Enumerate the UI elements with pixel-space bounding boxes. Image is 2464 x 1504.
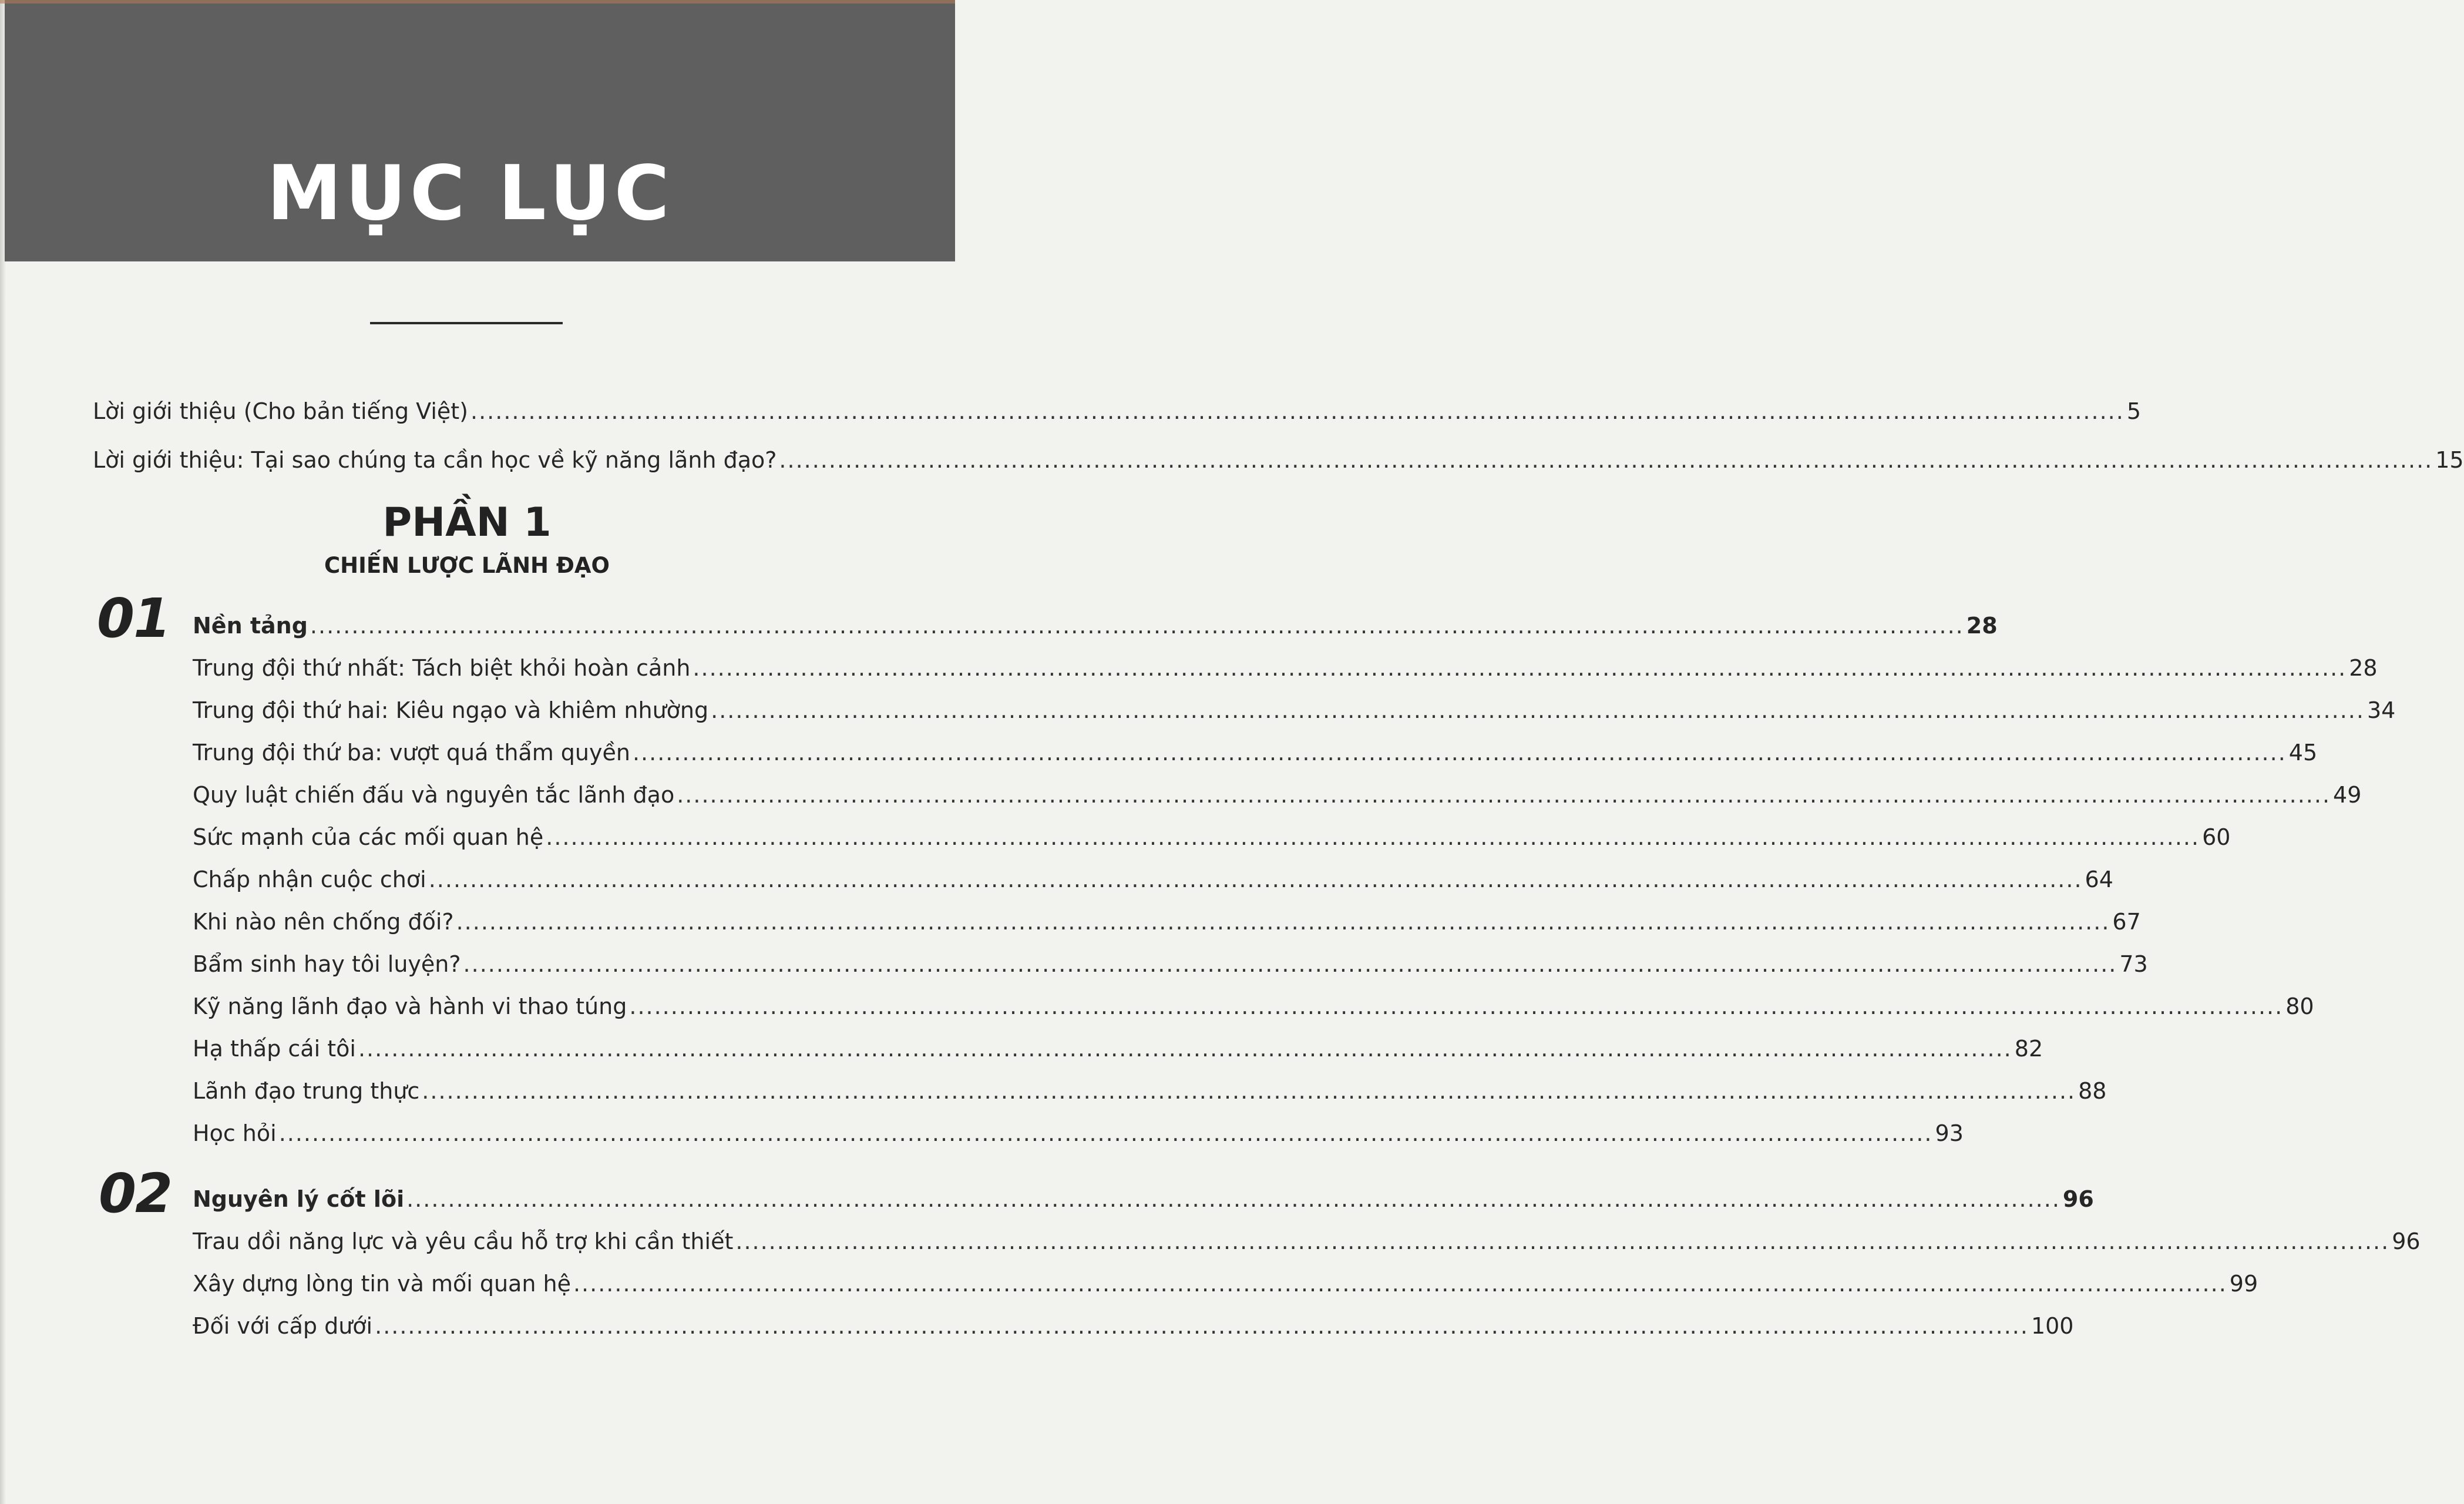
toc-entry-label: Học hỏi (193, 1120, 277, 1146)
toc-entry-page: 49 (2333, 782, 2362, 808)
toc-entry[interactable] (193, 653, 2378, 683)
toc-entry-page: 100 (2031, 1313, 2074, 1339)
toc-entry-label: Trung đội thứ ba: vượt quá thẩm quyền (193, 740, 630, 766)
toc-leader-dots: ........................................................................................................................................................................................................ (375, 1313, 2029, 1339)
toc-leader-dots: ........................................................................................................................................................................................................ (546, 824, 2200, 850)
toc-entry[interactable] (193, 907, 2141, 936)
toc-entry-label: Quy luật chiến đấu và nguyên tắc lãnh đạo (193, 782, 675, 808)
part-subtitle: CHIẾN LƯỢC LÃNH ĐẠO (324, 553, 610, 578)
toc-entry-label: Kỹ năng lãnh đạo và hành vi thao túng (193, 993, 627, 1019)
toc-leader-dots: ........................................................................................................................................................................................................ (735, 1228, 2390, 1254)
toc-leader-dots: ........................................................................................................................................................................................................ (406, 1186, 2060, 1212)
toc-entry[interactable] (193, 992, 2314, 1021)
toc-leader-dots: ........................................................................................................................................................................................................ (573, 1271, 2227, 1297)
toc-entry-page: 80 (2285, 993, 2314, 1019)
toc-entry-label: Lãnh đạo trung thực (193, 1078, 420, 1104)
toc-entry-page: 96 (2392, 1228, 2421, 1254)
toc-entry-page: 28 (2349, 655, 2378, 681)
toc-entry-label: Chấp nhận cuộc chơi (193, 867, 426, 892)
toc-leader-dots: ........................................................................................................................................................................................................ (711, 697, 2365, 723)
toc-entry-page: 82 (2014, 1036, 2043, 1062)
toc-entry-page: 45 (2288, 740, 2318, 766)
toc-leader-dots: ........................................................................................................................................................................................................ (358, 1036, 2012, 1062)
toc-entry-label: Xây dựng lòng tin và mối quan hệ (193, 1271, 571, 1297)
toc-entry-label: Trung đội thứ nhất: Tách biệt khỏi hoàn cảnh (193, 655, 691, 681)
toc-entry[interactable] (193, 1227, 2421, 1256)
toc-entry-label: Đối với cấp dưới (193, 1313, 373, 1339)
toc-leader-dots: ........................................................................................................................................................................................................ (310, 613, 1964, 639)
toc-entry[interactable] (193, 780, 2362, 810)
toc-entry[interactable] (193, 822, 2231, 852)
toc-leader-dots: ........................................................................................................................................................................................................ (456, 909, 2110, 935)
toc-entry[interactable] (193, 1034, 2043, 1063)
toc-entry-label: Hạ thấp cái tôi (193, 1036, 356, 1062)
toc-entry-page: 88 (2078, 1078, 2107, 1104)
toc-entry-label: Lời giới thiệu (Cho bản tiếng Việt) (93, 398, 468, 424)
header-top-edge (0, 0, 955, 4)
toc-leader-dots: ........................................................................................................................................................................................................ (278, 1120, 1933, 1146)
toc-entry[interactable] (193, 738, 2318, 767)
toc-entry-page: 5 (2126, 398, 2142, 424)
toc-entry-label: Trau dồi năng lực và yêu cầu hỗ trợ khi cần thiết (193, 1228, 734, 1254)
toc-leader-dots: ........................................................................................................................................................................................................ (428, 867, 2083, 892)
toc-entry-page: 96 (2062, 1186, 2094, 1212)
chapter-heading-entry[interactable] (193, 611, 1998, 640)
toc-leader-dots: ........................................................................................................................................................................................................ (677, 782, 2331, 808)
toc-leader-dots: ........................................................................................................................................................................................................ (629, 993, 2284, 1019)
toc-leader-dots: ........................................................................................................................................................................................................ (632, 740, 2287, 766)
toc-entry-page: 73 (2119, 951, 2148, 977)
toc-entry[interactable] (193, 1269, 2258, 1298)
toc-leader-dots: ........................................................................................................................................................................................................ (463, 951, 2117, 977)
toc-entry-intro-why-leadership[interactable] (93, 445, 2464, 475)
toc-entry[interactable] (193, 1311, 2074, 1341)
toc-entry-label: Sức mạnh của các mối quan hệ (193, 824, 544, 850)
toc-entry-page: 15 (2435, 447, 2464, 473)
toc-entry[interactable] (193, 1076, 2107, 1106)
toc-entry[interactable] (193, 949, 2148, 979)
toc-entry-label: Trung đội thứ hai: Kiêu ngạo và khiêm nhường (193, 697, 709, 723)
toc-entry-label: Bẩm sinh hay tôi luyện? (193, 951, 461, 977)
chapter-heading-entry[interactable] (193, 1184, 2094, 1214)
chapter-number: 02 (99, 1162, 172, 1225)
toc-entry-page: 99 (2229, 1271, 2258, 1297)
title-divider (370, 322, 563, 324)
toc-entry-label: Lời giới thiệu: Tại sao chúng ta cần học về kỹ năng lãnh đạo? (93, 447, 777, 473)
toc-entry[interactable] (193, 696, 2396, 725)
toc-entry-intro-vietnamese[interactable] (93, 397, 2142, 426)
toc-entry-page: 64 (2085, 867, 2113, 892)
toc-leader-dots: ........................................................................................................................................................................................................ (779, 447, 2433, 473)
part-title: PHẦN 1 (382, 499, 552, 546)
toc-entry-page: 67 (2112, 909, 2141, 935)
toc-entry-label: Khi nào nên chống đối? (193, 909, 454, 935)
toc-entry-label: Nguyên lý cốt lõi (193, 1186, 405, 1212)
toc-entry-page: 34 (2366, 697, 2396, 723)
toc-entry-label: Nền tảng (193, 613, 308, 639)
toc-entry-page: 93 (1935, 1120, 1964, 1146)
toc-entry[interactable] (193, 865, 2113, 894)
chapter-number: 01 (97, 587, 170, 650)
toc-leader-dots: ........................................................................................................................................................................................................ (693, 655, 2347, 681)
toc-leader-dots: ........................................................................................................................................................................................................ (422, 1078, 2076, 1104)
page-title: MỤC LỤC (267, 150, 673, 237)
toc-entry-page: 28 (1966, 613, 1998, 639)
toc-entry[interactable] (193, 1119, 1964, 1148)
toc-entry-page: 60 (2202, 824, 2231, 850)
toc-leader-dots: ........................................................................................................................................................................................................ (470, 398, 2125, 424)
